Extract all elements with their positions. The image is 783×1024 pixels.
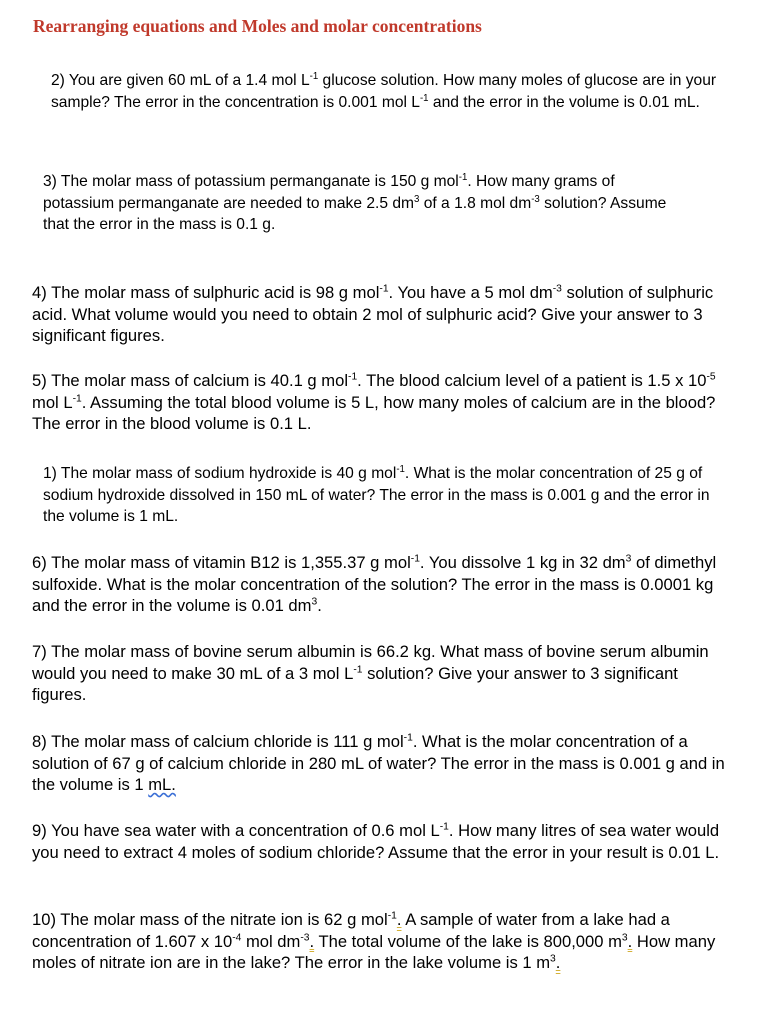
- superscript: 3: [621, 932, 628, 944]
- question-text: and the error in the volume is 0.01 mL.: [428, 93, 700, 111]
- question-text: 10) The molar mass of the nitrate ion is 62 g mol: [32, 910, 388, 929]
- grammar-underline: .: [396, 910, 402, 929]
- question-5: [32, 370, 732, 435]
- question-7: [32, 641, 732, 706]
- question-text: . Assuming the total blood volume is 5 L, how many moles of calcium are in the blood? The error in the blood volume is 0.1 L.: [32, 392, 716, 433]
- question-text: of a 1.8 mol dm: [419, 194, 532, 212]
- question-6: [32, 552, 732, 617]
- question-text: 3) The molar mass of potassium permanganate is 150 g mol: [43, 173, 459, 190]
- question-text: solution? Assume that the error in the mass is 0.1 g.: [43, 194, 667, 233]
- page-title: Rearranging equations and Moles and molar concentrations: [33, 16, 482, 36]
- question-text: solution? Give your answer to 3 significant figures.: [32, 663, 678, 704]
- question-text: 2) You are given 60 mL of a 1.4 mol L: [51, 72, 310, 89]
- question-8: [32, 731, 732, 796]
- question-text: 7) The molar mass of bovine serum albumin is 66.2 kg. What mass of bovine serum albumin would you need to make 30 mL of a 3 mol L: [32, 642, 709, 683]
- superscript: -1: [353, 664, 363, 676]
- question-text: . You have a 5 mol dm: [388, 283, 553, 302]
- question-1: [43, 463, 723, 528]
- question-text: How many moles of nitrate ion are in the lake? The error in the lake volume is 1 m: [32, 931, 716, 972]
- question-text: glucose solution. How many moles of glucose are in your sample? The error in the concentration is 0.001 mol L: [51, 72, 717, 111]
- superscript: -1: [72, 393, 82, 405]
- superscript: -3: [531, 193, 540, 205]
- question-text: . The blood calcium level of a patient is 1.5 x 10: [357, 371, 707, 390]
- spellcheck-underline: mL.: [148, 775, 176, 794]
- question-9: [32, 820, 732, 863]
- question-text: 1) The molar mass of sodium hydroxide is 40 g mol: [43, 465, 397, 482]
- grammar-underline: .: [555, 953, 561, 972]
- superscript: -3: [300, 932, 310, 944]
- superscript: -1: [403, 732, 413, 744]
- superscript: 3: [550, 953, 556, 965]
- question-text: A sample of water from a lake had a concentration of 1.607 x 10: [32, 910, 670, 951]
- superscript: -3: [552, 283, 562, 295]
- question-text: The total volume of the lake is 800,000 m: [314, 931, 622, 951]
- superscript: -1: [379, 283, 389, 295]
- question-text: 5) The molar mass of calcium is 40.1 g mol: [32, 371, 349, 390]
- superscript: -5: [706, 371, 716, 383]
- superscript: -1: [458, 172, 468, 184]
- grammar-underline: .: [627, 931, 633, 951]
- superscript: 3: [414, 193, 420, 205]
- superscript: -1: [387, 910, 397, 922]
- superscript: -1: [396, 464, 405, 476]
- question-text: . You dissolve 1 kg in 32 dm: [419, 553, 626, 572]
- grammar-underline: .: [309, 931, 315, 951]
- question-3: [43, 171, 683, 236]
- superscript: 3: [311, 596, 318, 608]
- question-text: . What is the molar concentration of 25 g of sodium hydroxide dissolved in 150 mL of water? The error in the mass is 0.001 g and the error in the volume is 1 mL.: [43, 465, 710, 525]
- question-text: solution of sulphuric acid. What volume would you need to obtain 2 mol of sulphuric acid? Give your answer to 3 significant figures.: [32, 283, 714, 345]
- superscript: -1: [439, 821, 449, 833]
- question-text: 8) The molar mass of calcium chloride is 111 g mol: [32, 732, 404, 751]
- superscript: -1: [309, 71, 319, 83]
- superscript: -1: [419, 92, 429, 104]
- question-text: 6) The molar mass of vitamin B12 is 1,355.37 g mol: [32, 553, 411, 572]
- question-4: [32, 282, 732, 347]
- superscript: -1: [410, 553, 420, 565]
- question-text: . How many litres of sea water would you need to extract 4 moles of sodium chloride? Assume that the error in your result is 0.01 L.: [32, 821, 720, 862]
- question-text: . How many grams of potassium permanganate are needed to make 2.5 dm: [43, 173, 615, 212]
- question-text: . What is the molar concentration of a solution of 67 g of calcium chloride in 280 mL of water? The error in the mass is 0.001 g and in the volume is 1: [32, 732, 725, 794]
- question-text: 4) The molar mass of sulphuric acid is 98 g mol: [32, 283, 380, 302]
- question-2: [51, 70, 719, 113]
- question-text: 9) You have sea water with a concentration of 0.6 mol L: [32, 821, 440, 840]
- question-text: mol L: [32, 392, 73, 412]
- question-10: [32, 909, 732, 974]
- superscript: -4: [232, 932, 242, 944]
- superscript: -1: [348, 371, 358, 383]
- superscript: 3: [625, 553, 632, 565]
- question-text: .: [317, 596, 322, 615]
- question-text: mol dm: [241, 931, 301, 951]
- question-text: of dimethyl sulfoxide. What is the molar concentration of the solution? The error in the mass is 0.0001 kg and the error in the volume is 0.01 dm: [32, 553, 717, 615]
